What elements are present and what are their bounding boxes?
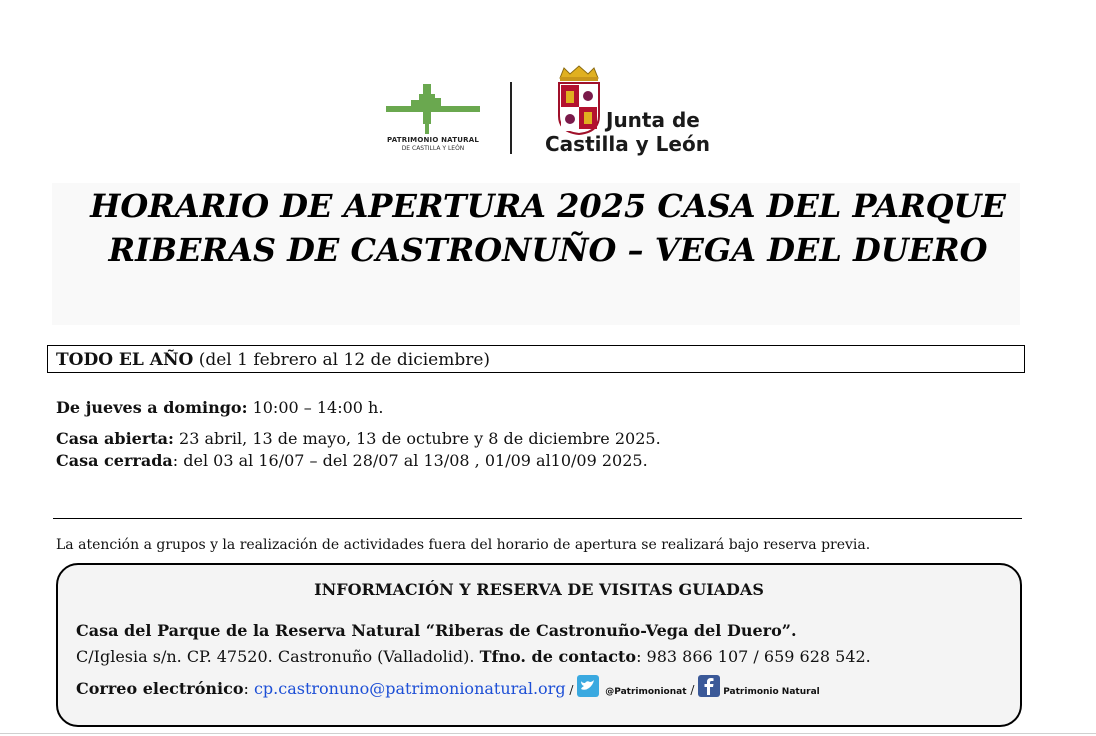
section-divider (53, 518, 1022, 519)
schedule-days (56, 398, 383, 417)
page-title-line2: RIBERAS DE CASTRONUÑO – VEGA DEL DUERO (108, 231, 988, 269)
year-period-text (56, 350, 490, 370)
info-contact-line (76, 675, 820, 698)
schedule-open-label: Casa abierta: (56, 429, 174, 448)
twitter-handle[interactable]: @Patrimonionat (605, 687, 687, 697)
twitter-icon[interactable] (577, 675, 599, 697)
schedule-open-days (56, 429, 661, 448)
facebook-page-name[interactable]: Patrimonio Natural (723, 687, 820, 697)
separator-slash-2: / (686, 683, 699, 697)
schedule-closed-value: : del 03 al 16/07 – del 28/07 al 13/08 , 01/09 al10/09 2025. (172, 451, 648, 470)
facebook-f-icon (698, 675, 720, 697)
email-link[interactable]: cp.castronuno@patrimonionatural.org (253, 679, 566, 698)
schedule-closed-days (56, 451, 648, 470)
email-label: Correo electrónico (76, 679, 244, 698)
group-booking-note: La atención a grupos y la realización de actividades fuera del horario de apertura se realizará bajo reserva previa. (56, 537, 871, 553)
venue-name: Casa del Parque de la Reserva Natural “Riberas de Castronuño-Vega del Duero”. (76, 621, 797, 640)
phone-value: : 983 866 107 / 659 628 542. (636, 647, 871, 666)
year-period-label: TODO EL AÑO (56, 350, 194, 370)
castle-tree-logo-icon (383, 80, 483, 136)
junta-logo-line1: Junta de (606, 108, 700, 132)
email-separator: : (243, 679, 254, 698)
schedule-days-label: De jueves a domingo: (56, 398, 248, 417)
page-bottom-edge (0, 733, 1096, 734)
year-period-range: (del 1 febrero al 12 de diciembre) (193, 350, 491, 370)
facebook-icon[interactable] (698, 675, 720, 697)
info-panel-title: INFORMACIÓN Y RESERVA DE VISITAS GUIADAS (314, 580, 764, 599)
coat-of-arms-icon (556, 64, 602, 136)
patrimonio-logo-subtext: DE CASTILLA Y LEÓN (401, 145, 465, 152)
junta-crest-logo (556, 64, 602, 136)
address-text: C/Iglesia s/n. CP. 47520. Castronuño (Valladolid). (76, 647, 480, 666)
patrimonio-logo-text: PATRIMONIO NATURAL (387, 136, 479, 144)
separator-slash: / (565, 683, 578, 697)
junta-logo-line2: Castilla y León (545, 132, 710, 156)
twitter-bird-icon (577, 675, 599, 697)
patrimonio-natural-logo (383, 80, 483, 155)
info-venue-name (76, 621, 797, 640)
phone-label: Tfno. de contacto (479, 647, 637, 666)
logo-divider (510, 82, 512, 154)
year-period-box (47, 345, 1025, 373)
schedule-closed-label: Casa cerrada (56, 451, 173, 470)
schedule-open-value: 23 abril, 13 de mayo, 13 de octubre y 8 de diciembre 2025. (173, 429, 661, 448)
info-address-line (76, 647, 871, 666)
page-title-line1: HORARIO DE APERTURA 2025 CASA DEL PARQUE (90, 187, 1006, 225)
schedule-days-value: 10:00 – 14:00 h. (247, 398, 384, 417)
